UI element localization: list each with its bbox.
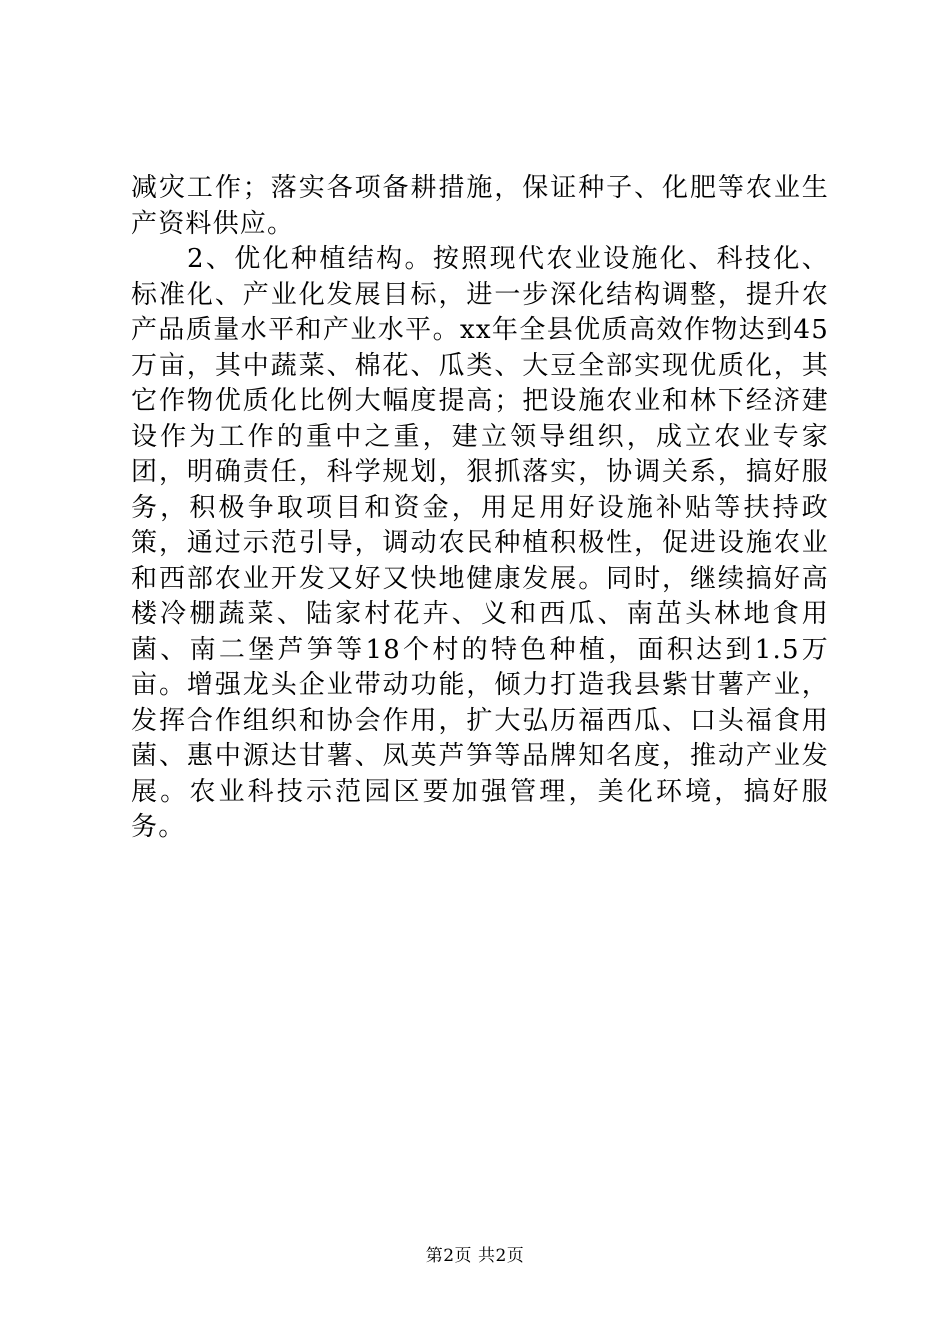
document-body xyxy=(131,171,829,846)
paragraph-planting-structure: 2、优化种植结构。按照现代农业设施化、科技化、标准化、产业化发展目标，进一步深化结构调整，提升农产品质量水平和产业水平。xx年全县优质高效作物达到45万亩，其中蔬菜、棉花、瓜类、大豆全部实现优质化，其它作物优质化比例大幅度提高；把设施农业和林下经济建设作为工作的重中之重，建立领导组织，成立农业专家团，明确责任，科学规划，狠抓落实，协调关系，搞好服务，积极争取项目和资金，用足用好设施补贴等扶持政策，通过示范引导，调动农民种植积极性，促进设施农业和西部农业开发又好又快地健康发展。同时，继续搞好高楼冷棚蔬菜、陆家村花卉、义和西瓜、南茁头林地食用菌、南二堡芦笋等18个村的特色种植，面积达到1.5万亩。增强龙头企业带动功能，倾力打造我县紫甘薯产业，发挥合作组织和协会作用，扩大弘历福西瓜、口头福食用菌、惠中源达甘薯、凤英芦笋等品牌知名度，推动产业发展。农业科技示范园区要加强管理，美化环境，搞好服务。 xyxy=(131,244,829,842)
page-number: 第2页 共2页 xyxy=(425,1246,525,1266)
paragraph-continuation: 减灾工作；落实各项备耕措施，保证种子、化肥等农业生产资料供应。 xyxy=(131,173,829,239)
